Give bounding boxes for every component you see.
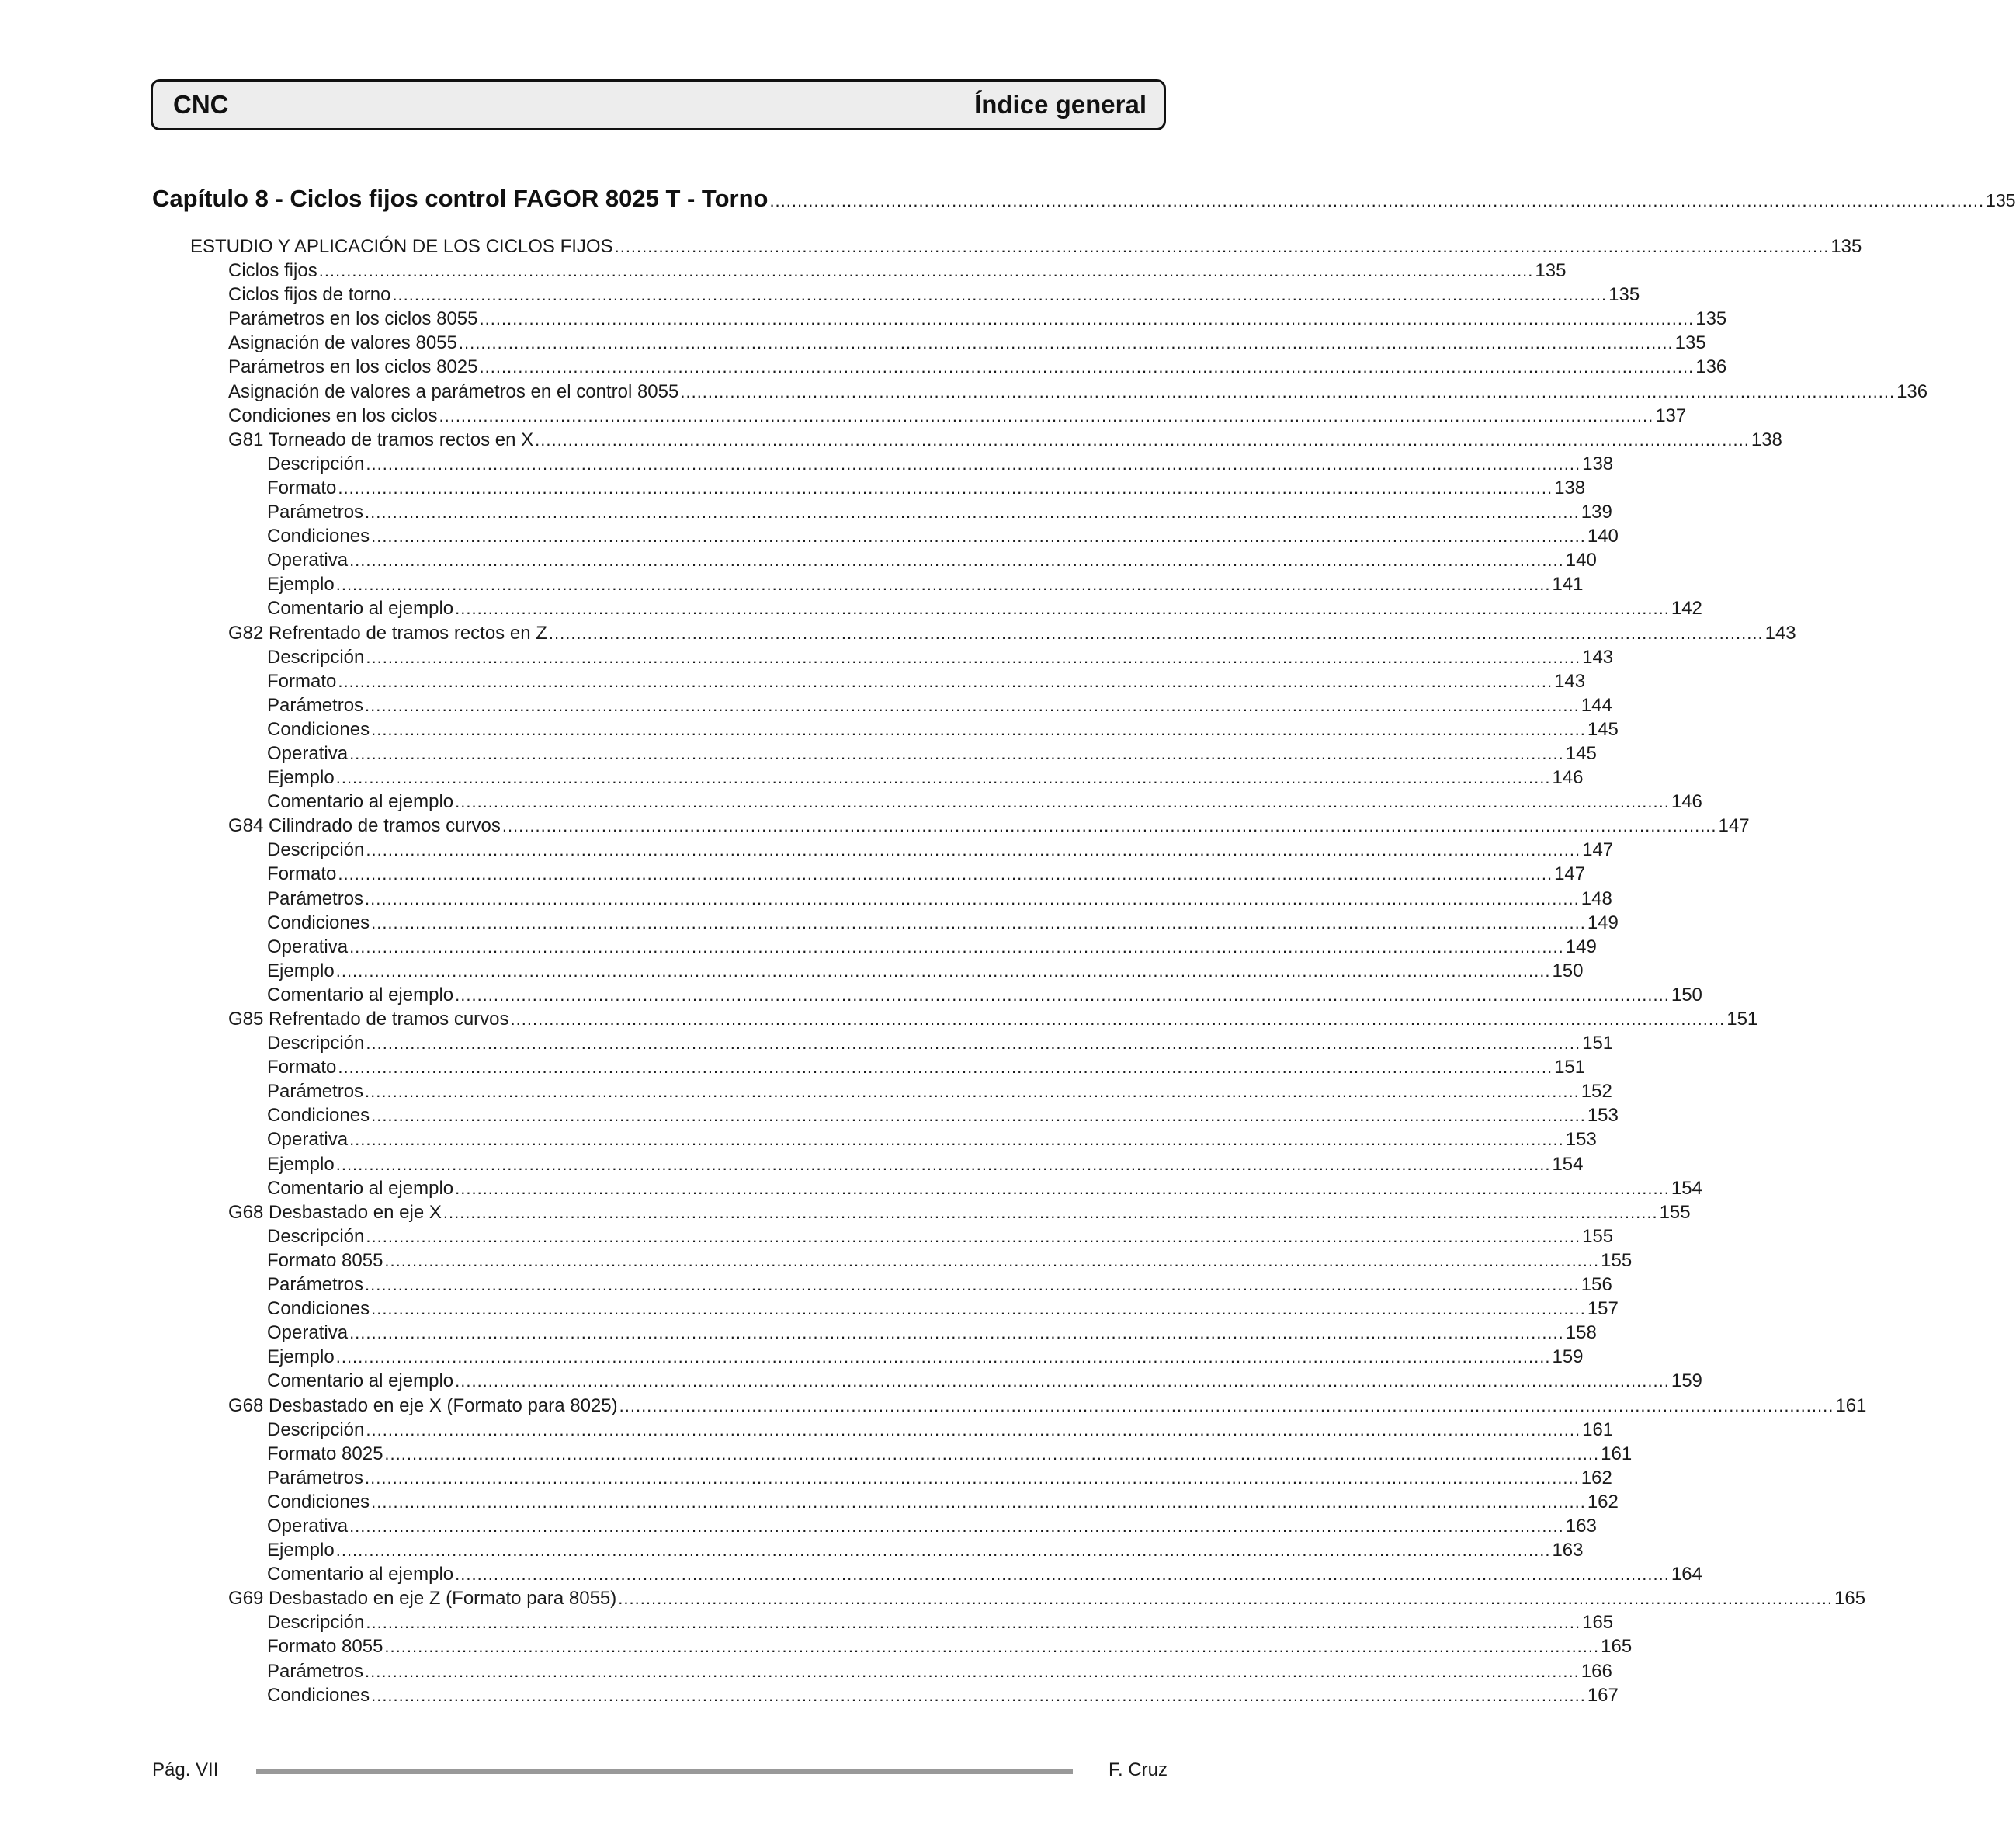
toc-entry-page-number: 163 (1565, 1515, 1597, 1537)
toc-entry[interactable] (152, 1200, 1691, 1224)
footer-rule (256, 1769, 1073, 1774)
dot-leader: ............................................................................................................................................................................................................................ (614, 237, 1830, 256)
dot-leader: ............................................................................................................................................................................................................................ (366, 840, 1581, 860)
toc-entry-page-number: 153 (1587, 1105, 1619, 1127)
toc-entry-page-number: 159 (1671, 1370, 1702, 1392)
toc-entry-page-number: 135 (1695, 308, 1727, 330)
toc-entry-page-number: 143 (1554, 670, 1586, 692)
toc-entry-title: Formato (267, 1057, 337, 1078)
toc-entry-title: Operativa (267, 550, 349, 571)
toc-entry-page-number: 158 (1565, 1322, 1597, 1344)
toc-entry-page-number: 165 (1601, 1636, 1633, 1658)
dot-leader: ............................................................................................................................................................................................................................ (338, 1057, 1553, 1078)
chapter-title: Capítulo 8 - Ciclos fijos control FAGOR 8025 T - Torno (152, 185, 769, 212)
toc-entry-page-number: 161 (1835, 1394, 1867, 1416)
toc-entry-page-number: 145 (1565, 742, 1597, 764)
toc-entry-page-number: 151 (1582, 1033, 1614, 1054)
toc-entry[interactable] (152, 790, 1702, 814)
toc-entry[interactable] (152, 404, 1687, 428)
toc-entry[interactable] (152, 983, 1702, 1007)
dot-leader: ............................................................................................................................................................................................................................ (335, 1540, 1551, 1561)
toc-entry[interactable] (152, 1466, 1612, 1490)
toc-entry-page-number: 154 (1552, 1153, 1584, 1175)
toc-entry-page-number: 135 (1830, 236, 1862, 257)
dot-leader: ............................................................................................................................................................................................................................ (349, 743, 1564, 763)
chapter-page-number: 135 (1986, 190, 2016, 210)
toc-entry-title: Formato 8055 (267, 1636, 383, 1658)
toc-entry[interactable] (152, 1538, 1584, 1562)
toc-entry-title: Parámetros (267, 502, 364, 523)
toc-entry[interactable] (152, 1321, 1597, 1345)
toc-entry[interactable] (152, 1031, 1614, 1055)
toc-entry[interactable] (152, 911, 1619, 935)
toc-entry-title: Condiciones (267, 1298, 370, 1320)
toc-entry-title: Descripción (267, 839, 365, 861)
dot-leader: ............................................................................................................................................................................................................................ (338, 864, 1553, 884)
dot-leader: ............................................................................................................................................................................................................................ (366, 1613, 1581, 1633)
dot-leader: ............................................................................................................................................................................................................................ (335, 575, 1551, 595)
dot-leader: ............................................................................................................................................................................................................................ (384, 1443, 1600, 1464)
toc-entry[interactable] (152, 1248, 1633, 1273)
dot-leader: ............................................................................................................................................................................................................................ (769, 191, 1985, 210)
toc-entry-title: Parámetros en los ciclos 8025 (228, 356, 478, 378)
toc-entry[interactable] (152, 1103, 1619, 1127)
toc-entry-page-number: 155 (1659, 1201, 1691, 1223)
toc-entry-title: Operativa (267, 1322, 349, 1344)
toc-entry[interactable] (152, 1176, 1702, 1200)
dot-leader: ............................................................................................................................................................................................................................ (510, 1009, 1726, 1029)
toc-entry[interactable] (152, 1007, 1758, 1031)
dot-leader: ............................................................................................................................................................................................................................ (458, 333, 1674, 353)
dot-leader: ............................................................................................................................................................................................................................ (371, 1492, 1586, 1512)
dot-leader: ............................................................................................................................................................................................................................ (479, 357, 1695, 377)
dot-leader: ............................................................................................................................................................................................................................ (349, 1516, 1564, 1536)
toc-entry-title: G68 Desbastado en eje X (Formato para 8025) (228, 1394, 618, 1416)
toc-entry[interactable] (152, 452, 1614, 476)
toc-entry-page-number: 135 (1608, 284, 1640, 306)
page-header (151, 79, 1166, 130)
toc-entry[interactable] (152, 1562, 1702, 1586)
toc-entry-title: Ejemplo (267, 574, 335, 596)
toc-entry[interactable] (152, 1297, 1619, 1321)
toc-entry[interactable] (152, 548, 1597, 572)
toc-entry-title: Condiciones en los ciclos (228, 405, 438, 426)
page-footer (152, 1757, 1168, 1783)
toc-entry[interactable] (152, 524, 1619, 548)
dot-leader: ............................................................................................................................................................................................................................ (371, 719, 1586, 739)
toc-entry[interactable] (152, 500, 1612, 524)
dot-leader: ............................................................................................................................................................................................................................ (366, 1226, 1581, 1246)
toc-entry-page-number: 164 (1671, 1564, 1702, 1585)
toc-entry-title: Parámetros (267, 887, 364, 909)
toc-entry-page-number: 151 (1554, 1057, 1586, 1078)
toc-entry-title: Comentario al ejemplo (267, 984, 454, 1005)
dot-leader: ............................................................................................................................................................................................................................ (371, 1299, 1586, 1319)
toc-entry-title: Asignación de valores a parámetros en el control 8055 (228, 380, 679, 402)
toc-entry-title: Operativa (267, 742, 349, 764)
toc-entry-page-number: 155 (1601, 1249, 1633, 1271)
toc-entry[interactable] (152, 1418, 1614, 1442)
toc-entry-page-number: 148 (1581, 887, 1612, 909)
toc-entry[interactable] (152, 1490, 1619, 1514)
toc-entry-title: Condiciones (267, 1491, 370, 1512)
dot-leader: ............................................................................................................................................................................................................................ (349, 1323, 1564, 1343)
toc-entry-page-number: 161 (1582, 1419, 1614, 1440)
toc-entry-page-number: 139 (1581, 502, 1612, 523)
toc-entry-title: Ciclos fijos (228, 260, 317, 282)
dot-leader: ............................................................................................................................................................................................................................ (618, 1589, 1833, 1609)
toc-entry[interactable] (152, 1514, 1597, 1538)
toc-entry[interactable] (152, 1345, 1584, 1369)
toc-entry-title: Operativa (267, 1129, 349, 1151)
dot-leader: ............................................................................................................................................................................................................................ (371, 912, 1586, 932)
toc-entry[interactable] (152, 596, 1702, 620)
dot-leader: ............................................................................................................................................................................................................................ (371, 526, 1586, 547)
toc-entry-title: Operativa (267, 936, 349, 957)
toc-entry-page-number: 135 (1535, 260, 1567, 282)
toc-entry-page-number: 163 (1552, 1540, 1584, 1561)
toc-entry-title: Descripción (267, 1419, 365, 1440)
toc-entry[interactable] (152, 669, 1586, 693)
toc-entry-page-number: 147 (1582, 839, 1614, 861)
dot-leader: ............................................................................................................................................................................................................................ (335, 1347, 1551, 1367)
toc-entry-page-number: 136 (1695, 356, 1727, 378)
toc-entry-title: Comentario al ejemplo (267, 1177, 454, 1199)
table-of-contents (152, 185, 2016, 1707)
toc-entry[interactable] (152, 1610, 1614, 1634)
dot-leader: ............................................................................................................................................................................................................................ (371, 1685, 1586, 1705)
toc-entry-page-number: 153 (1565, 1129, 1597, 1151)
toc-entry-title: G82 Refrentado de tramos rectos en Z (228, 622, 547, 644)
toc-entry-title: Ejemplo (267, 767, 335, 789)
toc-entry-title: Formato (267, 670, 337, 692)
toc-entry-page-number: 151 (1726, 1009, 1758, 1030)
dot-leader: ............................................................................................................................................................................................................................ (479, 309, 1695, 329)
toc-entry[interactable] (152, 1273, 1612, 1297)
toc-entry-title: Ejemplo (267, 1540, 335, 1561)
toc-entry-page-number: 138 (1582, 453, 1614, 474)
toc-entry[interactable] (152, 234, 1862, 259)
toc-entry-page-number: 162 (1581, 1467, 1612, 1488)
toc-entry[interactable] (152, 355, 1727, 379)
dot-leader: ............................................................................................................................................................................................................................ (619, 1395, 1834, 1415)
dot-leader: ............................................................................................................................................................................................................................ (680, 381, 1896, 401)
toc-entry-title: G68 Desbastado en eje X (228, 1201, 442, 1223)
toc-entry-page-number: 143 (1764, 622, 1796, 644)
toc-entry-title: Parámetros (267, 1274, 364, 1296)
toc-entry-title: Formato 8025 (267, 1443, 383, 1464)
dot-leader: ............................................................................................................................................................................................................................ (384, 1250, 1600, 1270)
dot-leader: ............................................................................................................................................................................................................................ (442, 1202, 1658, 1222)
toc-entry-title: Descripción (267, 453, 365, 474)
dot-leader: ............................................................................................................................................................................................................................ (338, 477, 1553, 498)
toc-entry-title: Parámetros (267, 694, 364, 716)
toc-entry-title: G81 Torneado de tramos rectos en X (228, 429, 534, 450)
dot-leader: ............................................................................................................................................................................................................................ (455, 1178, 1670, 1198)
dot-leader: ............................................................................................................................................................................................................................ (365, 888, 1580, 908)
toc-entry-title: Condiciones (267, 718, 370, 740)
toc-entry-title: Formato (267, 477, 337, 498)
toc-entry-page-number: 147 (1718, 815, 1750, 837)
toc-entry-title: Condiciones (267, 1684, 370, 1706)
dot-leader: ............................................................................................................................................................................................................................ (455, 1371, 1670, 1391)
header-title-right: Índice general (974, 90, 1147, 119)
dot-leader: ............................................................................................................................................................................................................................ (366, 1419, 1581, 1439)
footer-author: F. Cruz (1108, 1759, 1168, 1780)
toc-entry-page-number: 138 (1751, 429, 1782, 450)
toc-entry-page-number: 147 (1554, 863, 1586, 885)
toc-entry-page-number: 137 (1655, 405, 1687, 426)
toc-entry-page-number: 138 (1554, 477, 1586, 498)
toc-entry[interactable] (152, 862, 1586, 886)
dot-leader: ............................................................................................................................................................................................................................ (535, 429, 1750, 450)
toc-entry-title: Formato 8055 (267, 1249, 383, 1271)
dot-leader: ............................................................................................................................................................................................................................ (335, 1154, 1551, 1174)
toc-entry-page-number: 165 (1582, 1612, 1614, 1634)
toc-entry-title: G84 Cilindrado de tramos curvos (228, 815, 501, 837)
footer-page-label: Pág. VII (152, 1759, 219, 1780)
toc-entry-page-number: 155 (1582, 1225, 1614, 1247)
toc-entry[interactable] (152, 1394, 1867, 1418)
toc-entry-title: Parámetros en los ciclos 8055 (228, 308, 478, 330)
dot-leader: ............................................................................................................................................................................................................................ (365, 1467, 1580, 1488)
dot-leader: ............................................................................................................................................................................................................................ (455, 599, 1670, 619)
toc-entry[interactable] (152, 1634, 1633, 1658)
dot-leader: ............................................................................................................................................................................................................................ (455, 792, 1670, 812)
toc-entry-page-number: 150 (1671, 984, 1702, 1005)
toc-entry-title: Condiciones (267, 912, 370, 933)
toc-entry[interactable] (152, 935, 1597, 959)
dot-leader: ............................................................................................................................................................................................................................ (365, 1082, 1580, 1102)
toc-entry-title: Formato (267, 863, 337, 885)
toc-entry-title: Comentario al ejemplo (267, 791, 454, 813)
dot-leader: ............................................................................................................................................................................................................................ (455, 985, 1670, 1005)
toc-entry-page-number: 143 (1582, 646, 1614, 668)
header-title-left: CNC (173, 90, 229, 119)
toc-entry[interactable] (152, 1152, 1584, 1176)
toc-entry-title: Parámetros (267, 1467, 364, 1488)
dot-leader: ............................................................................................................................................................................................................................ (338, 671, 1553, 691)
toc-entry-title: G85 Refrentado de tramos curvos (228, 1009, 509, 1030)
toc-entry-page-number: 166 (1581, 1660, 1612, 1682)
dot-leader: ............................................................................................................................................................................................................................ (548, 623, 1764, 643)
toc-entry-title: Condiciones (267, 1105, 370, 1127)
toc-entry[interactable] (152, 645, 1614, 669)
toc-entry[interactable] (152, 1224, 1614, 1248)
toc-entry[interactable] (152, 1079, 1612, 1103)
toc-entry-page-number: 149 (1587, 912, 1619, 933)
dot-leader: ............................................................................................................................................................................................................................ (349, 1130, 1564, 1150)
toc-entry[interactable] (152, 476, 1586, 500)
toc-entry[interactable] (152, 1586, 1866, 1610)
toc-entry[interactable] (152, 307, 1727, 331)
toc-entry-page-number: 161 (1601, 1443, 1633, 1464)
toc-entry-page-number: 167 (1587, 1684, 1619, 1706)
toc-entry-title: Ciclos fijos de torno (228, 284, 391, 306)
toc-entry-title: Ejemplo (267, 960, 335, 981)
toc-entry[interactable] (152, 814, 1750, 838)
toc-entry[interactable] (152, 741, 1597, 766)
dot-leader: ............................................................................................................................................................................................................................ (392, 285, 1608, 305)
toc-entry-title: Ejemplo (267, 1153, 335, 1175)
dot-leader: ............................................................................................................................................................................................................................ (349, 936, 1564, 957)
toc-entry-title: Descripción (267, 1612, 365, 1634)
toc-entry[interactable] (152, 259, 1567, 283)
dot-leader: ............................................................................................................................................................................................................................ (335, 960, 1551, 981)
toc-entry[interactable] (152, 1442, 1633, 1466)
toc-entry[interactable] (152, 572, 1584, 596)
toc-entry-title: Comentario al ejemplo (267, 1564, 454, 1585)
toc-entry[interactable] (152, 380, 1928, 404)
toc-entry-title: Descripción (267, 1033, 365, 1054)
dot-leader: ............................................................................................................................................................................................................................ (335, 768, 1551, 788)
toc-entry-title: ESTUDIO Y APLICACIÓN DE LOS CICLOS FIJOS (190, 236, 613, 257)
dot-leader: ............................................................................................................................................................................................................................ (366, 453, 1581, 474)
dot-leader: ............................................................................................................................................................................................................................ (318, 261, 1534, 281)
toc-entry-page-number: 136 (1896, 380, 1928, 402)
toc-entry-title: Descripción (267, 646, 365, 668)
dot-leader: ............................................................................................................................................................................................................................ (455, 1564, 1670, 1585)
toc-entry-page-number: 135 (1674, 332, 1706, 354)
toc-entry[interactable] (152, 838, 1614, 862)
toc-entry-title: Operativa (267, 1515, 349, 1537)
dot-leader: ............................................................................................................................................................................................................................ (365, 695, 1580, 715)
toc-entry-title: Parámetros (267, 1081, 364, 1103)
toc-entry-page-number: 157 (1587, 1298, 1619, 1320)
toc-entry-page-number: 150 (1552, 960, 1584, 981)
toc-entry[interactable] (152, 331, 1706, 355)
toc-entry[interactable] (152, 1127, 1597, 1151)
dot-leader: ............................................................................................................................................................................................................................ (366, 1033, 1581, 1054)
toc-entry-page-number: 159 (1552, 1346, 1584, 1368)
toc-entry[interactable] (152, 693, 1612, 717)
toc-entry-page-number: 154 (1671, 1177, 1702, 1199)
toc-entry-title: Comentario al ejemplo (267, 1370, 454, 1392)
toc-entry-page-number: 145 (1587, 718, 1619, 740)
toc-entry-title: Comentario al ejemplo (267, 598, 454, 620)
dot-leader: ............................................................................................................................................................................................................................ (365, 1275, 1580, 1295)
dot-leader: ............................................................................................................................................................................................................................ (501, 816, 1717, 836)
toc-entry-title: G69 Desbastado en eje Z (Formato para 8055) (228, 1588, 617, 1610)
dot-leader: ............................................................................................................................................................................................................................ (349, 550, 1564, 571)
toc-chapter-row[interactable] (152, 185, 2016, 225)
dot-leader: ............................................................................................................................................................................................................................ (365, 502, 1580, 523)
toc-entry-page-number: 146 (1552, 767, 1584, 789)
toc-entry-page-number: 144 (1581, 694, 1612, 716)
toc-entry[interactable] (152, 1683, 1619, 1707)
toc-entry-page-number: 141 (1552, 574, 1584, 596)
toc-entry-title: Ejemplo (267, 1346, 335, 1368)
toc-entry-page-number: 162 (1587, 1491, 1619, 1512)
dot-leader: ............................................................................................................................................................................................................................ (366, 647, 1581, 667)
dot-leader: ............................................................................................................................................................................................................................ (371, 1106, 1586, 1126)
toc-entry-page-number: 165 (1834, 1588, 1866, 1610)
toc-entry[interactable] (152, 959, 1584, 983)
toc-entry-title: Descripción (267, 1225, 365, 1247)
toc-entry[interactable] (152, 428, 1782, 452)
toc-entry[interactable] (152, 621, 1796, 645)
toc-entry-title: Condiciones (267, 526, 370, 547)
toc-entry[interactable] (152, 887, 1612, 911)
dot-leader: ............................................................................................................................................................................................................................ (439, 405, 1654, 425)
toc-entry-title: Asignación de valores 8055 (228, 332, 457, 354)
toc-entry-title: Parámetros (267, 1660, 364, 1682)
dot-leader: ............................................................................................................................................................................................................................ (365, 1661, 1580, 1681)
toc-entry-page-number: 146 (1671, 791, 1702, 813)
dot-leader: ............................................................................................................................................................................................................................ (384, 1637, 1600, 1657)
toc-entry[interactable] (152, 1055, 1586, 1079)
toc-entry-page-number: 152 (1581, 1081, 1612, 1103)
toc-entry-page-number: 156 (1581, 1274, 1612, 1296)
toc-entry-page-number: 140 (1587, 526, 1619, 547)
toc-entry[interactable] (152, 766, 1584, 790)
toc-entry-page-number: 142 (1671, 598, 1702, 620)
toc-entry-page-number: 140 (1565, 550, 1597, 571)
toc-entry[interactable] (152, 717, 1619, 741)
toc-entry[interactable] (152, 283, 1640, 307)
toc-entry[interactable] (152, 1659, 1612, 1683)
toc-entry-page-number: 149 (1565, 936, 1597, 957)
toc-entry[interactable] (152, 1369, 1702, 1393)
